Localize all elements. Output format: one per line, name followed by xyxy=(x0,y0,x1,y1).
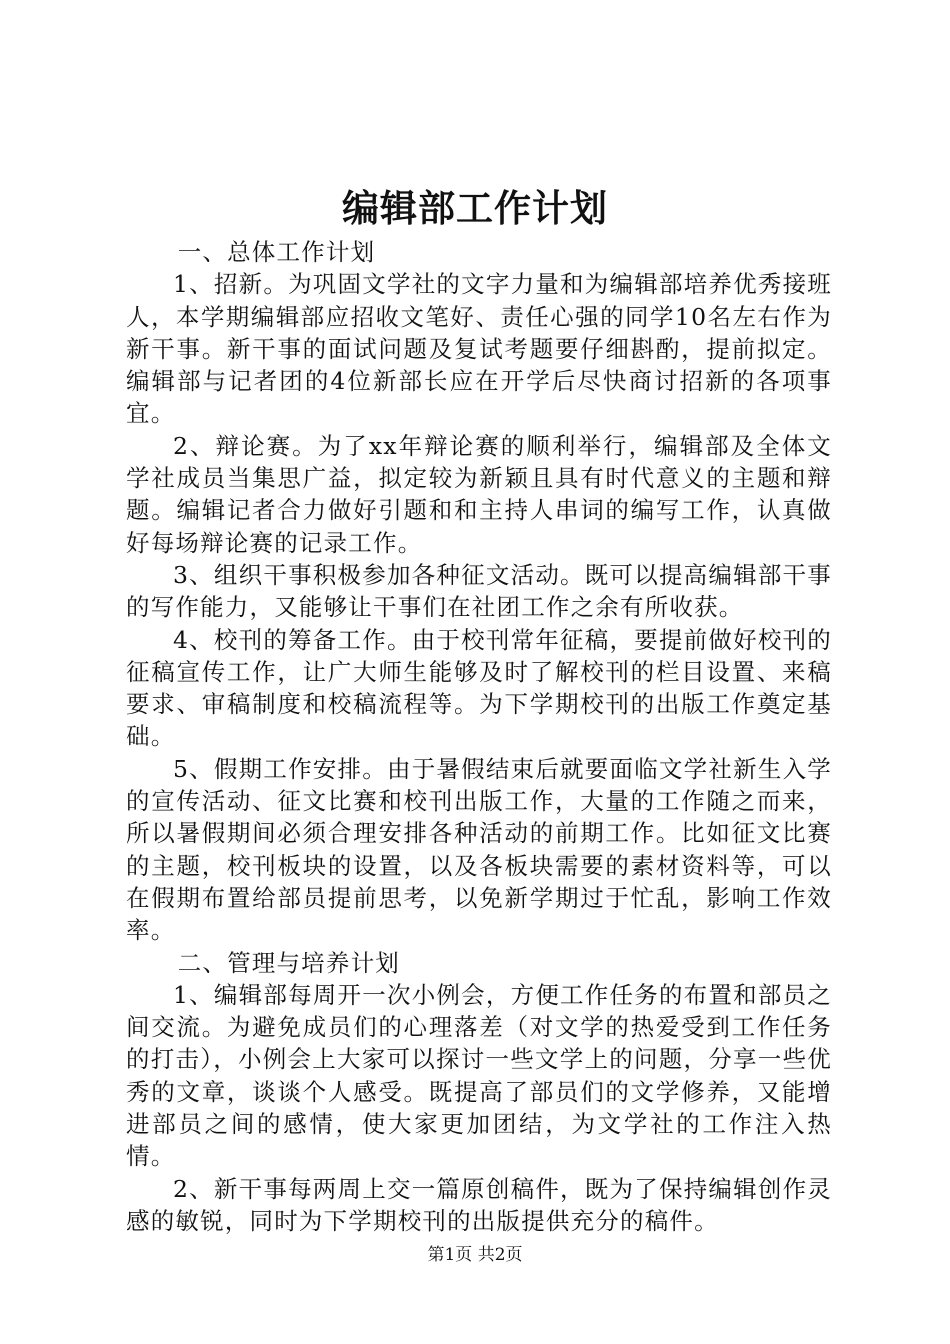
paragraph: 2、辩论赛。为了xx年辩论赛的顺利举行，编辑部及全体文学社成员当集思广益，拟定较为新颖且具有时代意义的主题和辩题。编辑记者合力做好引题和和主持人串词的编写工作，认真做好每场辩论赛的记录工作。 xyxy=(126,431,832,557)
paragraph: 5、假期工作安排。由于暑假结束后就要面临文学社新生入学的宣传活动、征文比赛和校刊出版工作，大量的工作随之而来，所以暑假期间必须合理安排各种活动的前期工作。比如征文比赛的主题，校刊板块的设置，以及各板块需要的素材资料等，可以在假期布置给部员提前思考，以免新学期过于忙乱，影响工作效率。 xyxy=(126,754,832,945)
paragraph: 3、组织干事积极参加各种征文活动。既可以提高编辑部干事的写作能力，又能够让干事们在社团工作之余有所收获。 xyxy=(126,560,832,622)
document-body xyxy=(126,236,832,1237)
paragraph: 1、招新。为巩固文学社的文字力量和为编辑部培养优秀接班人，本学期编辑部应招收文笔好、责任心强的同学10名左右作为新干事。新干事的面试问题及复试考题要仔细斟酌，提前拟定。编辑部与记者团的4位新部长应在开学后尽快商讨招新的各项事宜。 xyxy=(126,270,832,428)
section-heading: 一、总体工作计划 xyxy=(177,238,376,266)
document-title: 编辑部工作计划 xyxy=(342,186,608,230)
paragraph: 4、校刊的筹备工作。由于校刊常年征稿，要提前做好校刊的征稿宣传工作，让广大师生能够及时了解校刊的栏目设置、来稿要求、审稿制度和校稿流程等。为下学期校刊的出版工作奠定基础。 xyxy=(126,625,832,751)
page-footer: 第1页 共2页 xyxy=(427,1245,523,1265)
paragraph: 1、编辑部每周开一次小例会，方便工作任务的布置和部员之间交流。为避免成员们的心理落差（对文学的热爱受到工作任务的打击），小例会上大家可以探讨一些文学上的问题，分享一些优秀的文章，谈谈个人感受。既提高了部员们的文学修养，又能增进部员之间的感情，使大家更加团结，为文学社的工作注入热情。 xyxy=(126,980,832,1171)
section-heading: 二、管理与培养计划 xyxy=(177,948,400,977)
paragraph: 2、新干事每两周上交一篇原创稿件，既为了保持编辑创作灵感的敏锐，同时为下学期校刊的出版提供充分的稿件。 xyxy=(126,1174,832,1235)
